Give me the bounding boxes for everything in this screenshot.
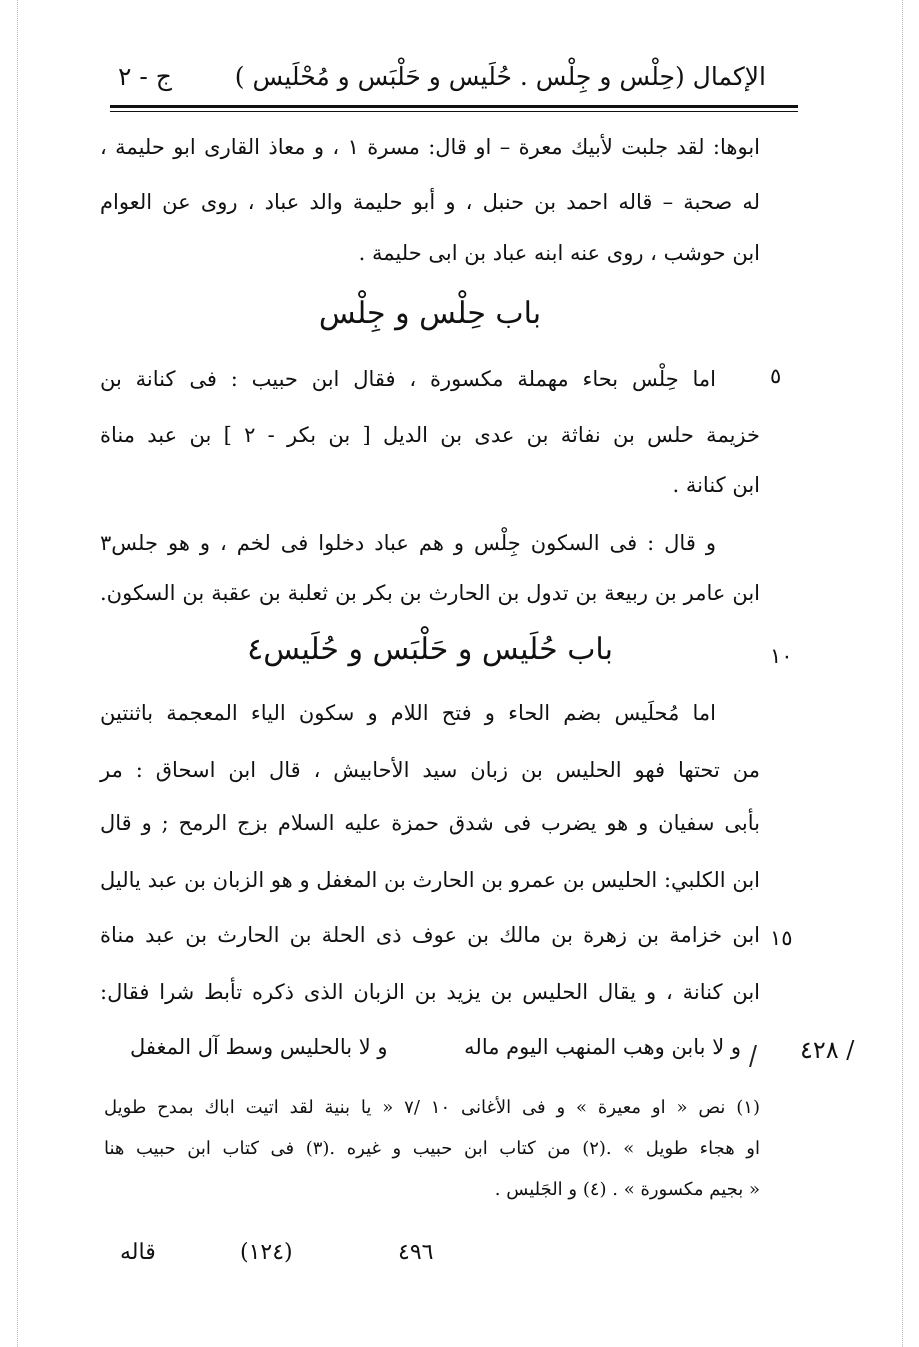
line-number-15: ١٥ bbox=[770, 926, 793, 950]
para-line: ابن كنانة ، و يقال الحليس بن يزيد بن الزبان الذى ذكره تأبط شرا فقال: bbox=[100, 980, 760, 1004]
footnote-line: او هجاء طويل » .(٢) من كتاب ابن حبيب و غيره .(٣) فى كتاب ابن حبيب هنا bbox=[104, 1138, 760, 1159]
body-line: ابوها: لقد جلبت لأبيك معرة – او قال: مسرة ١ ، و معاذ القارى ابو حليمة ، bbox=[100, 135, 760, 159]
para-line: خزيمة حلس بن نفاثة بن عدى بن الديل [ بن بكر - ٢ ] بن عبد مناة bbox=[100, 423, 760, 447]
section-title-1: باب حِلْس و جِلْس bbox=[318, 296, 542, 331]
body-line: ابن حوشب ، روى عنه ابنه عباد بن ابى حليمة . bbox=[358, 241, 760, 265]
volume-page-number: (١٢٤) bbox=[240, 1240, 293, 1265]
para-line: ابن الكلبي: الحليس بن عمرو بن الحارث بن المغفل و هو الزبان بن عبد ياليل bbox=[100, 868, 760, 892]
line-number-10: ١٠ bbox=[770, 644, 793, 668]
footnote-line: « بجيم مكسورة » . (٤) و الجَليس . bbox=[494, 1179, 760, 1200]
para-line: و قال : فى السكون جِلْس و هم عباد دخلوا فى لخم ، و هو جلس٣ bbox=[100, 531, 716, 555]
para-line: من تحتها فهو الحليس بن زبان سيد الأحابيش ، قال ابن اسحاق : مر bbox=[100, 758, 760, 782]
para-line: ابن كنانة . bbox=[672, 473, 760, 497]
footnote-line: (١) نص « او معيرة » و فى الأغانى ١٠ /٧ « يا بنية لقد اتيت اباك بمدح طويل bbox=[104, 1097, 760, 1118]
catchword: قاله bbox=[120, 1240, 156, 1265]
section-title-2: باب حُلَيس و حَلْبَس و حُلَيس٤ bbox=[247, 632, 613, 667]
line-number-5: ٥ bbox=[770, 364, 782, 388]
para-line: بأبى سفيان و هو يضرب فى شدق حمزة عليه السلام بزج الرمح ; و قال bbox=[100, 811, 760, 835]
para-line: اما حِلْس بحاء مهملة مكسورة ، فقال ابن حبيب : فى كنانة بن bbox=[100, 367, 716, 391]
page-edge-left bbox=[17, 0, 18, 1347]
page-edge-right bbox=[902, 0, 903, 1347]
running-header bbox=[118, 58, 766, 102]
verse-hemistich-left: و لا بالحليس وسط آل المغفل bbox=[130, 1035, 388, 1059]
verse-marker bbox=[749, 1045, 757, 1067]
body-line: له صحبة – قاله احمد بن حنبل ، و أبو حليمة والد عباد ، روى عن العوام bbox=[100, 190, 760, 214]
header-rule-thin bbox=[110, 111, 798, 112]
para-line: ابن خزامة بن زهرة بن مالك بن عوف ذى الحلة بن الحارث بن عبد مناة bbox=[100, 923, 760, 947]
volume-label: ج - ٢ bbox=[118, 62, 172, 91]
verse-hemistich-right: و لا بابن وهب المنهب اليوم ماله bbox=[464, 1035, 741, 1059]
header-rule-thick bbox=[110, 105, 798, 108]
page-number: ٤٩٦ bbox=[398, 1240, 434, 1265]
margin-page-number: ٤٢٨ / bbox=[800, 1036, 855, 1064]
para-line: اما مُحلَيس بضم الحاء و فتح اللام و سكون الياء المعجمة باثنتين bbox=[100, 701, 716, 725]
header-title: الإكمال (حِلْس و جِلْس . حُلَيس و حَلْبَس و مُحْلَيس ) bbox=[234, 62, 766, 91]
para-line: ابن عامر بن ربيعة بن تدول بن الحارث بن بكر بن ثعلبة بن عقبة بن السكون. bbox=[100, 581, 760, 605]
